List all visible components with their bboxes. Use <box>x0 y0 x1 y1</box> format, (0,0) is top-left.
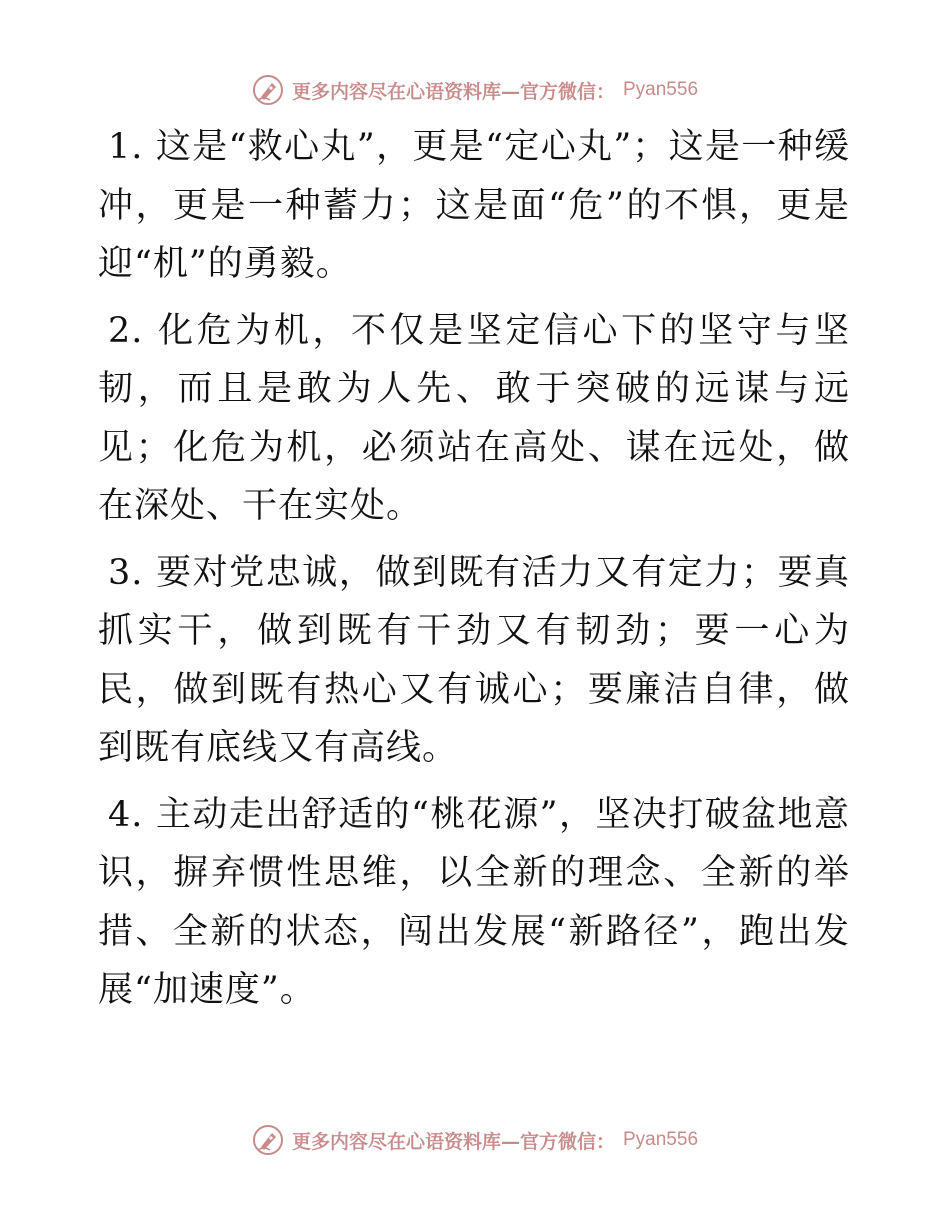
paragraph-4: 4. 主动走出舒适的“桃花源”，坚决打破盆地意识，摒弃惯性思维，以全新的理念、全新的举措、全新的状态，闯出发展“新路径”，跑出发展“加速度”。 <box>98 794 850 1010</box>
paragraph-1: 1. 这是“救心丸”，更是“定心丸”；这是一种缓冲，更是一种蓄力；这是面“危”的不惧，更是迎“机”的勇毅。 <box>98 127 850 284</box>
paragraph-3: 3. 要对党忠诚，做到既有活力又有定力；要真抓实干，做到既有干劲又有韧劲；要一心为民，做到既有热心又有诚心；要廉洁自律，做到既有底线又有高线。 <box>98 552 850 768</box>
watermark-wechat-id: Pyan556 <box>623 79 699 100</box>
watermark-text: 更多内容尽在心语资料库—官方微信： <box>291 1130 615 1153</box>
pen-nib-logo-icon <box>252 74 284 106</box>
paragraph-2: 2. 化危为机，不仅是坚定信心下的坚守与坚韧，而且是敢为人先、敢于突破的远谋与远见；化危为机，必须站在高处、谋在远处，做在深处、干在实处。 <box>98 310 850 526</box>
watermark-text: 更多内容尽在心语资料库—官方微信： <box>291 80 615 103</box>
pen-nib-logo-icon <box>252 1124 284 1156</box>
header-watermark <box>0 70 950 110</box>
watermark-wechat-id: Pyan556 <box>623 1129 699 1150</box>
footer-watermark <box>0 1120 950 1160</box>
document-body <box>98 118 850 1028</box>
